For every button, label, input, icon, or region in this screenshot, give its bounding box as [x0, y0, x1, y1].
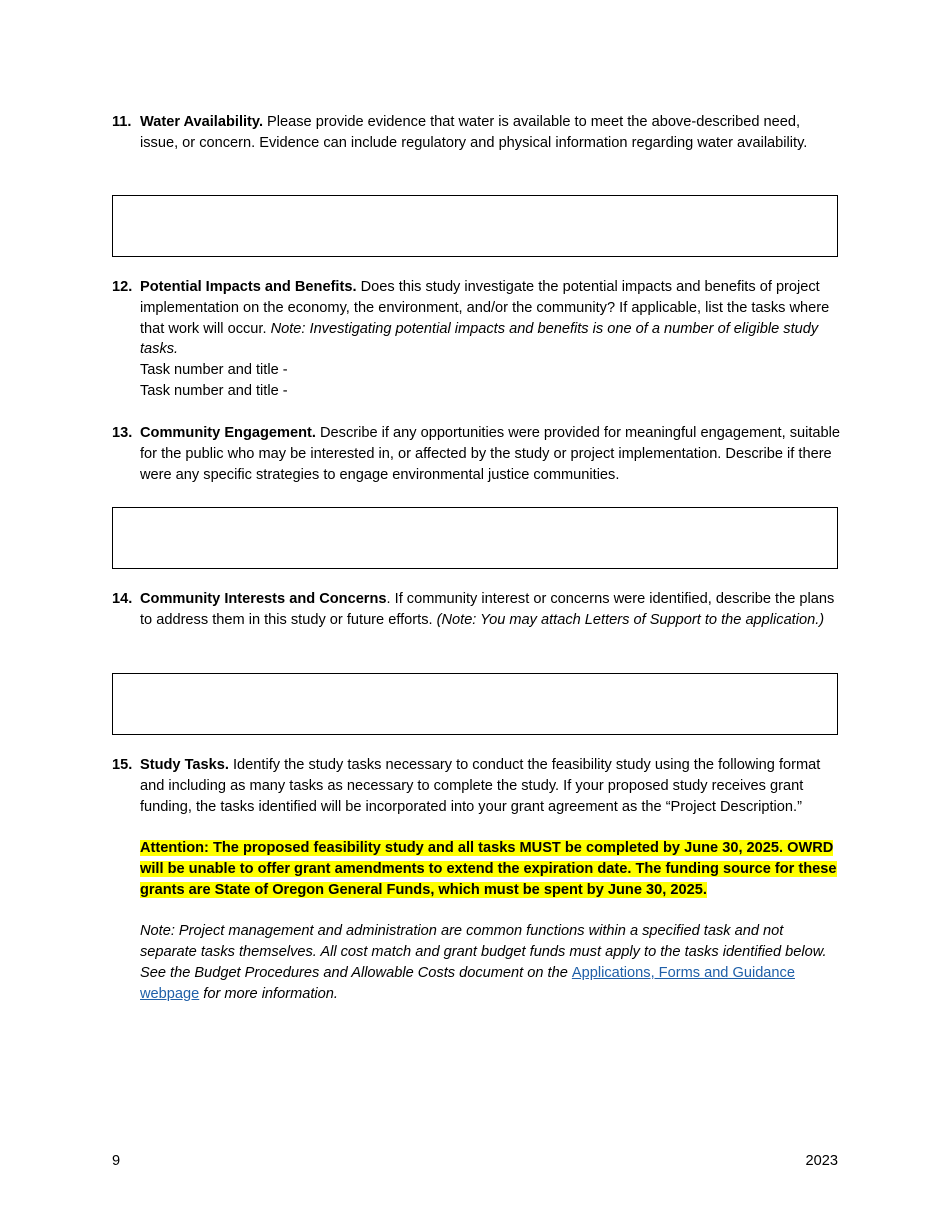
question-14: [112, 589, 840, 631]
page-number: 9: [112, 1153, 121, 1169]
question-text: Describe if any opportunities were provided for meaningful engagement, suitable for the public who may be interested in, or affected by the study or project implementation. Describe if there were any specific strategies to engage environmental justice communities.: [140, 425, 841, 483]
answer-box-14[interactable]: [112, 673, 838, 735]
question-15: [112, 755, 840, 1005]
attention-notice: [140, 838, 840, 900]
question-number: 12.: [112, 279, 133, 295]
question-number: 13.: [112, 425, 133, 441]
question-text: Identify the study tasks necessary to conduct the feasibility study using the following format and including as many tasks as necessary to complete the study. If your proposed study receives grant funding, the tasks identified will be incorporated into your grant agreement as the “Project Description.”: [140, 757, 821, 815]
question-title: Study Tasks.: [140, 757, 229, 773]
task-line[interactable]: Task number and title -: [140, 382, 288, 399]
note-text-before: Note: Project management and administration are common functions within a specified task and not separate tasks themselves. All cost match and grant budget funds must apply to the tasks identified below. See the Budget Procedures and Allowable Costs document on the: [140, 923, 827, 981]
task-line[interactable]: Task number and title -: [140, 362, 288, 379]
question-text: Please provide evidence that water is available to meet the above-described need, issue, or concern. Evidence can include regulatory and physical information regarding water availability.: [140, 114, 808, 151]
project-management-note: [140, 921, 840, 1004]
question-number: 15.: [112, 757, 133, 773]
question-11: [112, 112, 840, 154]
question-title: Community Engagement.: [140, 425, 316, 441]
question-13: [112, 423, 840, 485]
note-text-after: for more information.: [199, 985, 338, 1002]
question-text: Does this study investigate the potential impacts and benefits of project implementation on the economy, the environment, and/or the community? If applicable, list the tasks where that work will occur.: [140, 279, 830, 337]
footer-year: 2023: [805, 1153, 838, 1169]
question-title: Water Availability.: [140, 114, 263, 130]
question-note: Note: Investigating potential impacts and benefits is one of a number of eligible study tasks.: [140, 320, 819, 358]
question-title: Potential Impacts and Benefits.: [140, 279, 357, 295]
attention-highlight: Attention: The proposed feasibility study and all tasks MUST be completed by June 30, 2025. OWRD will be unable to offer grant amendments to extend the expiration date. The funding source for these grants are State of Oregon General Funds, which must be spent by June 30, 2025.: [140, 840, 837, 898]
answer-box-11[interactable]: [112, 195, 838, 257]
question-12: [112, 277, 840, 402]
question-number: 11.: [112, 114, 132, 130]
answer-box-13[interactable]: [112, 507, 838, 569]
applications-forms-guidance-link[interactable]: Applications, Forms and Guidance webpage: [140, 964, 795, 1002]
question-text: . If community interest or concerns were identified, describe the plans to address them in this study or future efforts.: [140, 591, 835, 628]
question-title: Community Interests and Concerns: [140, 591, 387, 607]
question-note: (Note: You may attach Letters of Support to the application.): [436, 611, 825, 628]
question-number: 14.: [112, 591, 133, 607]
